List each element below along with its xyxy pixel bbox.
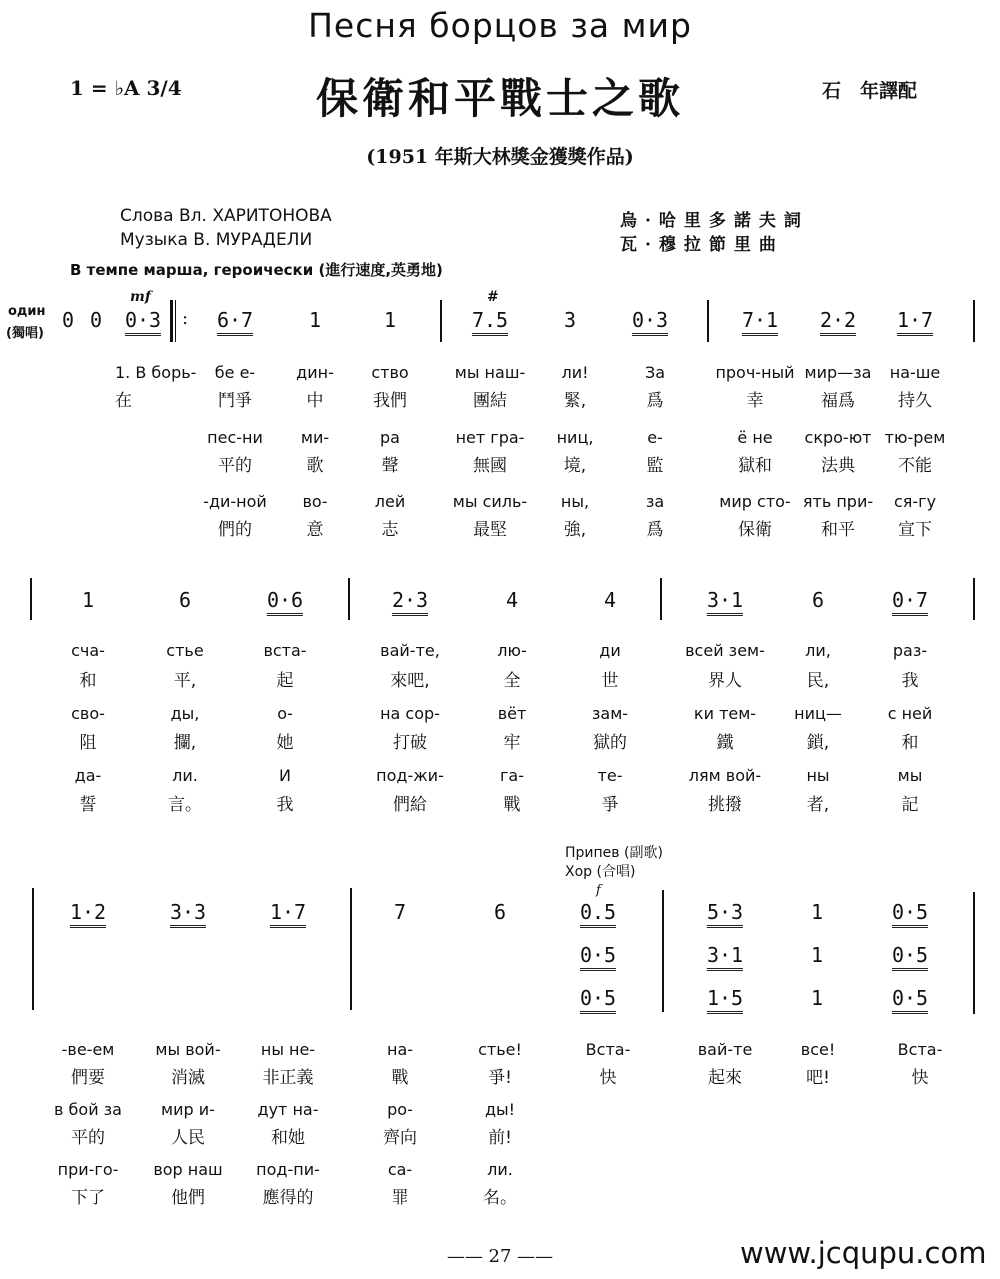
- lyric-chinese: 來吧,: [390, 671, 430, 691]
- lyric-chinese: 不能: [898, 456, 932, 476]
- lyric-chinese: 戰: [503, 795, 521, 815]
- lyric-russian: раз-: [892, 641, 928, 660]
- note: 0·3: [632, 308, 668, 336]
- lyric-chinese: 在: [115, 391, 132, 411]
- lyric-chinese: 挑撥: [708, 795, 742, 815]
- lyric-russian: под-жи-: [376, 766, 444, 785]
- chorus-note: 3·1: [707, 943, 743, 971]
- note: 7·1: [742, 308, 778, 336]
- lyric-russian: тю-рем: [884, 428, 946, 447]
- chorus-note: 1·5: [707, 986, 743, 1014]
- lyric-russian: при-го-: [57, 1160, 119, 1179]
- lyric-russian: зам-: [591, 704, 629, 723]
- barline: [660, 578, 662, 620]
- chorus-note: 0·5: [580, 986, 616, 1014]
- lyric-chinese: 平的: [218, 456, 252, 476]
- lyric-russian: ра: [380, 428, 400, 447]
- lyric-chinese: 平,: [173, 671, 197, 691]
- lyric-russian: сво-: [71, 704, 105, 723]
- lyric-russian: на-ше: [889, 363, 941, 382]
- lyric-russian: са-: [387, 1160, 413, 1179]
- pickup-note: 0·3: [125, 308, 161, 336]
- lyric-chinese: 和: [901, 733, 919, 753]
- lyric-russian: под-пи-: [256, 1160, 320, 1179]
- lyric-russian: -ди-ной: [203, 492, 267, 511]
- lyric-russian: ниц—: [794, 704, 842, 723]
- note: 3: [563, 308, 577, 332]
- lyric-russian: дут на-: [257, 1100, 319, 1119]
- lyric-chinese: 爭!: [488, 1068, 512, 1088]
- lyric-chinese: 聲: [381, 456, 399, 476]
- lyric-chinese: 消滅: [171, 1068, 205, 1088]
- lyric-chinese: 應得的: [262, 1188, 314, 1208]
- repeat-sign: :: [182, 308, 189, 329]
- lyric-russian: ди: [599, 641, 621, 660]
- lyric-russian: ство: [371, 363, 409, 382]
- dynamic-f: f: [596, 883, 601, 898]
- lyric-russian: мы: [897, 766, 923, 785]
- note: 3·1: [707, 588, 743, 616]
- lyric-chinese: 言。: [168, 795, 202, 815]
- lyric-russian: ро-: [387, 1100, 413, 1119]
- barline: [973, 578, 975, 620]
- lyric-russian: бе е-: [214, 363, 256, 382]
- lyric-russian: ся-гу: [893, 492, 937, 511]
- barline: [707, 300, 709, 342]
- lyric-russian: в бой за: [54, 1100, 122, 1119]
- lyric-chinese: 吧!: [806, 1068, 830, 1088]
- chorus-note: 1: [810, 943, 824, 967]
- lyric-russian: скро-ют: [804, 428, 872, 447]
- barline: [973, 300, 975, 342]
- note: 6: [493, 900, 507, 924]
- note: 4: [505, 588, 519, 612]
- barline: [662, 890, 664, 1012]
- note: 0·5: [892, 900, 928, 928]
- lyric-chinese: 他們: [171, 1188, 205, 1208]
- lyric-chinese: 平的: [71, 1128, 105, 1148]
- key-signature: 1 = ♭A 3/4: [70, 76, 182, 100]
- note: 1·7: [270, 900, 306, 928]
- note: 1: [308, 308, 322, 332]
- note: 0·7: [892, 588, 928, 616]
- lyric-russian: вай-те: [697, 1040, 753, 1059]
- lyric-russian: о-: [277, 704, 293, 723]
- lyric-chinese: 鬥爭: [218, 391, 252, 411]
- lyric-russian: 1. В борь-: [115, 363, 197, 382]
- chorus-label: Хор (合唱): [565, 864, 636, 880]
- lyric-russian: ны,: [560, 492, 590, 511]
- lyric-chinese: 攔,: [173, 733, 197, 753]
- lyric-russian: стье: [166, 641, 204, 660]
- lyric-chinese: 她: [276, 733, 294, 753]
- barline: [350, 888, 352, 1010]
- lyric-russian: мир и-: [161, 1100, 215, 1119]
- barline: [440, 300, 442, 342]
- lyric-russian: мир—за: [804, 363, 872, 382]
- lyric-chinese: 我: [901, 671, 919, 691]
- lyric-russian: пес-ни: [207, 428, 263, 447]
- lyric-russian: те-: [597, 766, 623, 785]
- lyric-chinese: 團結: [473, 391, 507, 411]
- lyric-chinese: 誓: [79, 795, 97, 815]
- lyric-chinese: 宣下: [898, 520, 932, 540]
- pickup-note: 0: [89, 308, 103, 332]
- lyric-chinese: 全: [503, 671, 521, 691]
- lyric-chinese: 非正義: [262, 1068, 314, 1088]
- note: 7.5: [472, 308, 508, 336]
- pickup-note: 0: [61, 308, 75, 332]
- watermark: www.jcqupu.com: [740, 1236, 987, 1270]
- composer-chinese: 瓦·穆拉節里曲: [620, 235, 784, 255]
- lyric-russian: Вста-: [897, 1040, 943, 1059]
- page-number: —— 27 ——: [446, 1246, 554, 1267]
- lyric-chinese: 們的: [218, 520, 252, 540]
- note: 1·7: [897, 308, 933, 336]
- lyric-russian: ки тем-: [693, 704, 757, 723]
- lyric-chinese: 阻: [79, 733, 97, 753]
- lyric-chinese: 記: [901, 795, 919, 815]
- lyric-chinese: 下了: [71, 1188, 105, 1208]
- lyric-russian: ять при-: [802, 492, 874, 511]
- barline: [348, 578, 350, 620]
- lyric-chinese: 起來: [708, 1068, 742, 1088]
- note: 2·2: [820, 308, 856, 336]
- lyric-chinese: 緊,: [563, 391, 587, 411]
- note: 6·7: [217, 308, 253, 336]
- lyric-chinese: 鎖,: [806, 733, 830, 753]
- lyric-chinese: 齊向: [383, 1128, 417, 1148]
- lyric-russian: -ве-ем: [61, 1040, 115, 1059]
- lyric-russian: вор наш: [153, 1160, 223, 1179]
- refrain-label: Припев (副歌): [565, 845, 663, 861]
- chorus-note: 0·5: [892, 986, 928, 1014]
- lyric-chinese: 獄的: [593, 733, 627, 753]
- note: 7: [393, 900, 407, 924]
- note: 6: [178, 588, 192, 612]
- chorus-note: 1: [810, 986, 824, 1010]
- repeat-barline: [170, 300, 173, 342]
- lyric-chinese: 福爲: [821, 391, 855, 411]
- lyric-russian: ны не-: [260, 1040, 316, 1059]
- lyric-chinese: 爲: [646, 391, 664, 411]
- lyric-russian: ми-: [300, 428, 330, 447]
- lyric-chinese: 爲: [646, 520, 664, 540]
- voice-label-zh: (獨唱): [6, 326, 44, 341]
- lyric-chinese: 境,: [563, 456, 587, 476]
- lyric-chinese: 戰: [391, 1068, 409, 1088]
- note: 5·3: [707, 900, 743, 928]
- dynamic-mf: mf: [130, 289, 151, 305]
- subtitle: (1951 年斯大林獎金獲獎作品): [366, 146, 634, 168]
- lyric-russian: мы наш-: [454, 363, 526, 382]
- lyric-chinese: 們給: [393, 795, 427, 815]
- lyric-russian: е-: [647, 428, 663, 447]
- lyric-russian: вёт: [497, 704, 527, 723]
- lyric-chinese: 意: [306, 520, 324, 540]
- lyric-chinese: 名。: [483, 1188, 517, 1208]
- lyric-russian: ды,: [170, 704, 200, 723]
- lyric-russian: ли.: [172, 766, 198, 785]
- lyric-russian: лю-: [497, 641, 527, 660]
- note: 2·3: [392, 588, 428, 616]
- note: 1: [81, 588, 95, 612]
- lyric-chinese: 起: [276, 671, 294, 691]
- lyric-chinese: 牢: [503, 733, 521, 753]
- lyric-russian: проч-ный: [715, 363, 795, 382]
- lyric-chinese: 法典: [821, 456, 855, 476]
- lyric-russian: все!: [800, 1040, 836, 1059]
- lyric-chinese: 爭: [601, 795, 619, 815]
- lyric-russian: во-: [302, 492, 328, 511]
- lyric-chinese: 中: [306, 391, 324, 411]
- lyric-chinese: 我們: [373, 391, 407, 411]
- title-russian: Песня борцов за мир: [308, 6, 692, 45]
- barline: [973, 892, 975, 1014]
- chorus-note: 0·5: [580, 943, 616, 971]
- lyric-russian: ли,: [805, 641, 831, 660]
- lyric-russian: ниц,: [556, 428, 594, 447]
- note: 0·6: [267, 588, 303, 616]
- barline: [30, 578, 32, 620]
- lyric-chinese: 罪: [391, 1188, 409, 1208]
- lyric-russian: За: [644, 363, 666, 382]
- note: 1·2: [70, 900, 106, 928]
- lyric-russian: на сор-: [380, 704, 440, 723]
- lyric-russian: стье!: [478, 1040, 522, 1059]
- note: 0.5: [580, 900, 616, 928]
- lyric-chinese: 民,: [806, 671, 830, 691]
- lyric-chinese: 志: [381, 520, 399, 540]
- lyric-russian: Вста-: [585, 1040, 631, 1059]
- lyric-chinese: 和她: [271, 1128, 305, 1148]
- lyric-russian: ны: [806, 766, 830, 785]
- lyric-russian: да-: [74, 766, 102, 785]
- lyric-russian: сча-: [71, 641, 105, 660]
- composer-russian: Музыка В. МУРАДЕЛИ: [120, 230, 313, 250]
- lyric-russian: вай-те,: [380, 641, 440, 660]
- lyric-chinese: 鐵: [716, 733, 734, 753]
- lyric-russian: за: [645, 492, 665, 511]
- lyric-russian: нет гра-: [455, 428, 525, 447]
- lyric-chinese: 世: [601, 671, 619, 691]
- lyric-russian: ё не: [737, 428, 773, 447]
- note: 4: [603, 588, 617, 612]
- barline: [32, 888, 34, 1010]
- title-chinese: 保衛和平戰士之歌: [315, 74, 685, 123]
- lyric-chinese: 獄和: [738, 456, 772, 476]
- lyric-chinese: 快: [599, 1068, 617, 1088]
- lyric-chinese: 和: [79, 671, 97, 691]
- lyric-chinese: 們要: [71, 1068, 105, 1088]
- lyric-russian: мы силь-: [452, 492, 528, 511]
- lyric-chinese: 無國: [473, 456, 507, 476]
- lyric-russian: И: [279, 766, 291, 785]
- lyric-russian: с ней: [887, 704, 933, 723]
- lyric-chinese: 和平: [821, 520, 855, 540]
- lyricist-russian: Слова Вл. ХАРИТОНОВА: [120, 206, 332, 226]
- chorus-note: 0·5: [892, 943, 928, 971]
- tempo-marking: В темпе марша, героически (進行速度,英勇地): [70, 261, 443, 279]
- note: 6: [811, 588, 825, 612]
- lyric-chinese: 人民: [171, 1128, 205, 1148]
- lyric-russian: ли.: [487, 1160, 513, 1179]
- lyric-chinese: 快: [911, 1068, 929, 1088]
- translator-credit: 石 年譯配: [822, 80, 918, 102]
- lyric-chinese: 者,: [806, 795, 830, 815]
- lyric-chinese: 界人: [708, 671, 742, 691]
- lyricist-chinese: 烏·哈里多諾夫詞: [620, 211, 809, 231]
- lyric-chinese: 監: [646, 456, 664, 476]
- lyric-russian: лям вой-: [688, 766, 762, 785]
- lyric-chinese: 打破: [393, 733, 427, 753]
- lyric-chinese: 最堅: [473, 520, 507, 540]
- voice-label: один: [8, 304, 46, 319]
- sharp-accidental: #: [487, 289, 499, 305]
- lyric-russian: дин-: [296, 363, 334, 382]
- note: 1: [810, 900, 824, 924]
- lyric-russian: вста-: [263, 641, 307, 660]
- lyric-chinese: 前!: [488, 1128, 512, 1148]
- lyric-russian: мы вой-: [155, 1040, 221, 1059]
- note: 1: [383, 308, 397, 332]
- lyric-russian: лей: [374, 492, 406, 511]
- repeat-barline-thin: [175, 300, 176, 342]
- lyric-russian: ды!: [484, 1100, 516, 1119]
- lyric-chinese: 持久: [898, 391, 932, 411]
- lyric-chinese: 歌: [306, 456, 324, 476]
- lyric-chinese: 幸: [746, 391, 764, 411]
- lyric-russian: всей зем-: [685, 641, 765, 660]
- lyric-russian: мир сто-: [719, 492, 791, 511]
- lyric-chinese: 保衛: [738, 520, 772, 540]
- lyric-russian: ли!: [561, 363, 589, 382]
- lyric-russian: га-: [500, 766, 524, 785]
- note: 3·3: [170, 900, 206, 928]
- lyric-russian: на-: [386, 1040, 414, 1059]
- lyric-chinese: 我: [276, 795, 294, 815]
- lyric-chinese: 強,: [563, 520, 587, 540]
